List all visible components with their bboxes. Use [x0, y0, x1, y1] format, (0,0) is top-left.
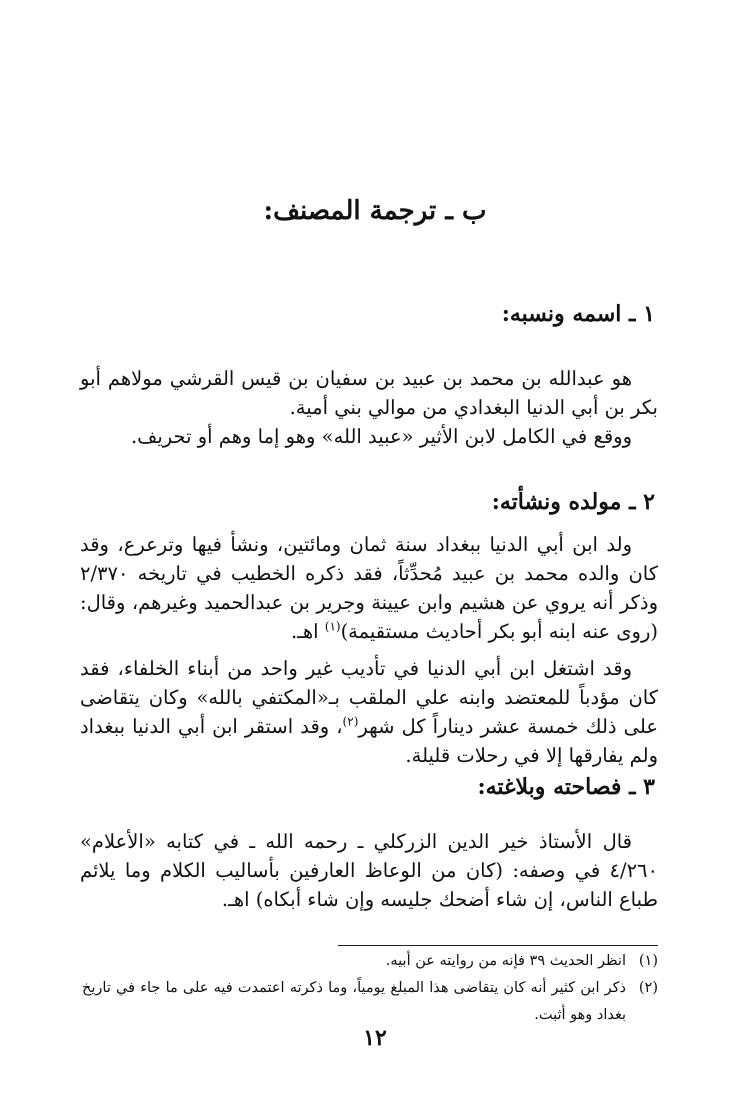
section-heading-birth: ٢ ـ مولده ونشأته: [491, 489, 655, 515]
footnote-number: (٢) [638, 980, 658, 996]
paragraph-teaching [80, 654, 658, 770]
footnote-item [82, 975, 658, 1029]
paragraph-name-lineage: هو عبدالله بن محمد بن عبيد بن سفيان بن قيس القرشي مولاهم أبو بكر بن أبي الدنيا البغدادي من موالي بني أمية. [80, 367, 658, 419]
footnote-text: انظر الحديث ٣٩ فإنه من روايته عن أبيه. [385, 953, 626, 969]
page-number: ١٢ [363, 1025, 387, 1051]
footnote-number: (١) [638, 953, 658, 969]
section-heading-eloquence: ٣ ـ فصاحته وبلاغته: [477, 774, 655, 800]
footnote-ref-1: (١) [324, 619, 341, 634]
footnote-text: ذكر ابن كثير أنه كان يتقاضى هذا المبلغ يومياً، وما ذكرته اعتمدت فيه على ما جاء في تاريخ بغداد وهو أثبت. [82, 980, 626, 1023]
footnotes [82, 948, 658, 1029]
paragraph-name-note: ووقع في الكامل لابن الأثير «عبيد الله» وهو إما وهم أو تحريف. [130, 425, 632, 448]
paragraph-teaching-text: وقد اشتغل ابن أبي الدنيا في تأديب غير واحد من أبناء الخلفاء، فقد كان مؤدباً للمعتضد وابنه علي الملقب بـ«المكتفي بالله» وكان يتقاضى على ذلك خمسة عشر ديناراً كل شهر [80, 657, 658, 738]
section-heading-name: ١ ـ اسمه ونسبه: [501, 301, 655, 327]
paragraph-birth [80, 530, 658, 646]
footnote-item [82, 948, 658, 975]
paragraph-birth-end: اهـ. [290, 620, 325, 643]
paragraph-teaching-end: ، وقد استقر ابن أبي الدنيا ببغداد ولم يفارقها إلا في رحلات قليلة. [80, 715, 658, 767]
paragraph-eloquence: قال الأستاذ خير الدين الزركلي ـ رحمه الله ـ في كتابه «الأعلام» ٤/٢٦٠ في وصفه: (كان من الوعاظ العارفين بأساليب الكلام وما يلائم طباع الناس، إن شاء أضحك جليسه وإن شاء أبكاه) اهـ. [80, 830, 658, 911]
paragraph-birth-text: ولد ابن أبي الدنيا ببغداد سنة ثمان ومائتين، ونشأ فيها وترعرع، وقد كان والده محمد بن عبيد مُحدِّثاً، فقد ذكره الخطيب في تاريخه ٢/٣٧٠ وذكر أنه يروي عن هشيم وابن عيينة وجرير بن عبدالحميد وغيرهم، وقال: (روى عنه ابنه أبو بكر أحاديث مستقيمة) [80, 533, 658, 643]
footnote-ref-2: (٢) [342, 714, 359, 729]
page-title: ب ـ ترجمة المصنف: [263, 196, 487, 226]
footnote-divider [338, 945, 658, 946]
